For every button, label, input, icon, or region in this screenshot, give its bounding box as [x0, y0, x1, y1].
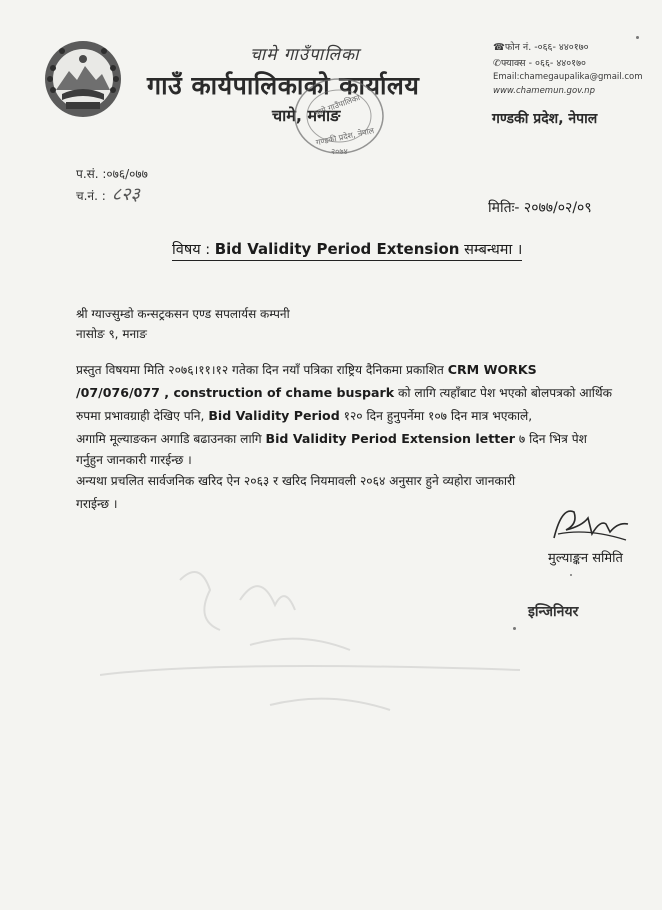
paper-speck — [636, 36, 639, 39]
letter-date: मितिः- २०७७/०२/०९ — [488, 200, 592, 216]
fax-icon: ✆ — [493, 58, 501, 69]
paper-speck — [570, 574, 572, 576]
body-line-3: रुपमा प्रभावग्राही देखिए पनि, Bid Validity Period १२० दिन हुनुपर्नेमा १०७ दिन मात्र भएकाले, — [76, 408, 533, 423]
recipient-address: नासोङ ९, मनाङ — [76, 327, 147, 341]
fax-line — [493, 56, 586, 69]
subject-title: Bid Validity Period Extension — [214, 240, 460, 258]
engineer-title: इन्जिनियर — [528, 604, 579, 620]
recipient-name: श्री ग्याज्सुम्डो कन्सट्रकसन एण्ड सपलार्यस कम्पनी — [76, 307, 290, 321]
body-line-5: गर्नुहुन जानकारी गारईन्छ । — [76, 453, 192, 467]
province-name: गण्डकी प्रदेश, नेपाल — [492, 111, 598, 127]
phone-line — [493, 40, 589, 53]
evaluation-committee: मुल्याङ्कन समिति — [548, 551, 623, 566]
reverse-side-bleed — [100, 560, 570, 720]
email-text: Email:chamegaupalika@gmail.com — [493, 72, 643, 82]
body-line-2: /07/076/077 , construction of chame buspark को लागि त्यहाँबाट पेश भएको बोलपत्रको आर्थिक — [76, 385, 613, 400]
paper-speck — [513, 627, 516, 630]
municipality-name: चामे गाउँपालिका — [250, 45, 360, 65]
phone-text: फोन नं. -०६६- ४४०१७० — [504, 42, 589, 53]
dispatch-label: च.नं. : — [76, 189, 106, 203]
body-line-7: गराईन्छ । — [76, 497, 118, 511]
stamp-year-text: २०७४ — [331, 147, 348, 156]
body-line-4: अगामि मूल्याङकन अगाडि बढाउनका लागि Bid Validity Period Extension letter ७ दिन भित्र पेश — [76, 431, 587, 446]
fax-text: फ्याक्स - ०६६- ४४०१७० — [500, 58, 586, 69]
stamp-inner-text: चामे गाउँपालिका — [313, 93, 362, 118]
subject-line — [172, 239, 522, 261]
office-title: गाउँ कार्यपालिकाको कार्यालय — [147, 71, 420, 100]
dispatch-value: ८२३ — [111, 184, 140, 205]
subject-prefix: विषय : — [172, 242, 211, 258]
office-stamp — [283, 78, 393, 162]
subject-suffix: सम्बन्धमा । — [464, 242, 523, 258]
stamp-outer-text: गण्डकी प्रदेश, नेपाल — [315, 126, 375, 148]
body-line-1: प्रस्तुत विषयमा मिति २०७६।११।१२ गतेका दिन नयाँ पत्रिका राष्ट्रिय दैनिकमा प्रकाशित CRM WORKS — [76, 362, 537, 377]
signature-mark — [548, 500, 632, 548]
office-place: चामे, मनाङ — [272, 106, 341, 125]
nepal-emblem-logo — [42, 38, 124, 120]
dispatch-number — [76, 182, 140, 206]
phone-icon: ☎ — [493, 42, 505, 53]
website-text: www.chamemun.gov.np — [493, 86, 595, 96]
reference-number: प.सं. :०७६/०७७ — [76, 167, 148, 181]
body-line-6: अन्यथा प्रचलित सार्वजनिक खरिद ऐन २०६३ र खरिद नियमावली २०६४ अनुसार हुने व्यहोरा जानकारी — [76, 474, 516, 488]
